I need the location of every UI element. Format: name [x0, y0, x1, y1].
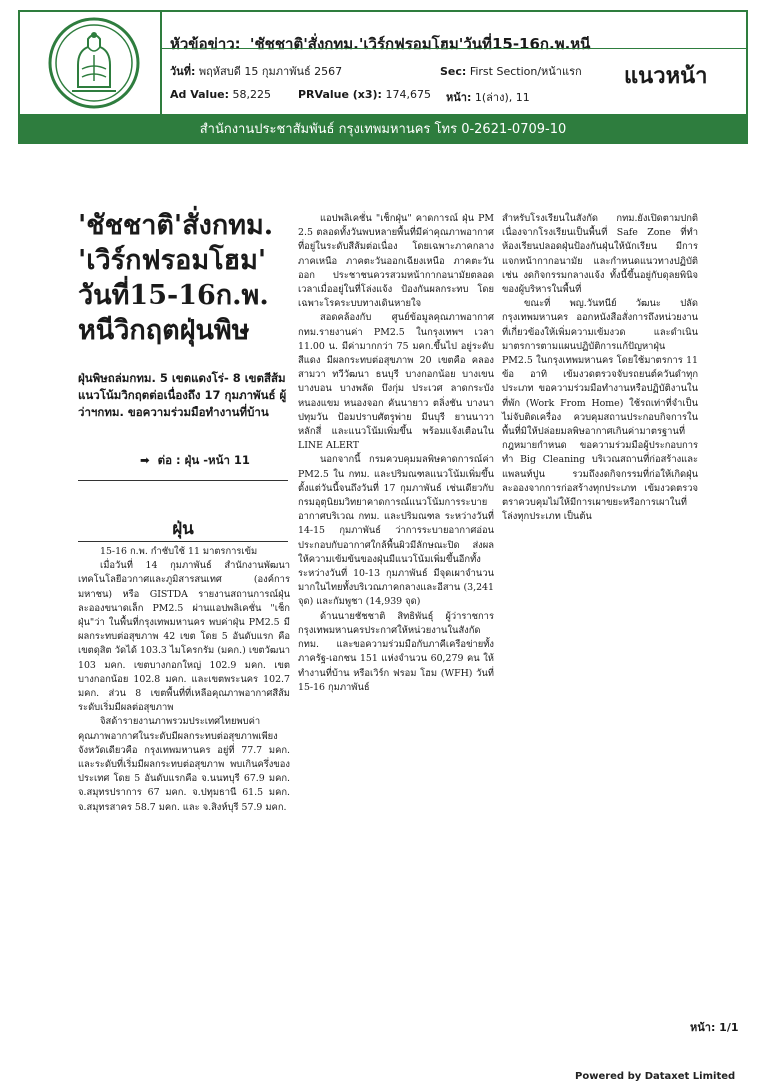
headline-line: วันที่15-16ก.พ.	[78, 280, 269, 311]
ad-value-label: Ad Value:	[170, 88, 230, 101]
news-title-row	[170, 32, 610, 56]
news-title-label: หัวข้อข่าว:	[170, 35, 241, 53]
agency-bar: สำนักงานประชาสัมพันธ์ กรุงเทพมหานคร โทร 0-2621-0709-10	[18, 116, 748, 144]
date-label: วันที่:	[170, 65, 196, 78]
news-title: 'ชัชชาติ'สั่งกทม.'เวิร์กฟรอมโฮม'วันที่15-16ก.พ.หนี	[249, 35, 591, 53]
headline-line: หนีวิกฤตฝุ่นพิษ	[78, 315, 250, 346]
page-value: 1(ล่าง), 11	[474, 91, 530, 104]
page-label: หน้า:	[446, 91, 472, 104]
newspaper-name: แนวหน้า	[624, 64, 708, 89]
section-value: First Section/หน้าแรก	[469, 65, 582, 78]
article-column-2	[298, 212, 494, 695]
subheadline: ฝุ่นพิษถล่มกทม. 5 เขตแดงโร่- 8 เขตสีส้ม แนวโน้มวิกฤตต่อเนื่องถึง 17 กุมภาพันธ์ ผู้ว่าฯกทม. ขอความร่วมมือทำงานที่บ้าน	[78, 371, 287, 419]
article-column-1	[78, 545, 290, 815]
paragraph: 15-16 ก.พ. กำชับใช้ 11 มาตรการเข้ม	[100, 546, 258, 557]
paragraph: แอปพลิเคชั่น "เช็กฝุ่น" คาดการณ์ ฝุ่น PM 2.5 ตลอดทั้งวันพบหลายพื้นที่มีค่าคุณภาพอากาศที่อยู่ในระดับสีส้มต่อเนื่อง โดยเฉพาะภาคกลาง ภาคเหนือ ภาคตะวันออกเฉียงเหนือ ภาคตะวันออก ประชาชนควรสวมหน้ากากอนามัยตลอดเวลาเมื่ออยู่ในที่โล่งแจ้ง ป้องกันผลกระทบ โดยเฉพาะโรคระบบทางเดินหายใจ	[298, 213, 494, 310]
pr-value: 174,675	[385, 88, 431, 101]
article-column-3	[502, 212, 698, 524]
ad-value-row	[170, 88, 271, 101]
date-value: พฤหัสบดี 15 กุมภาพันธ์ 2567	[198, 65, 343, 78]
pr-value-row	[298, 88, 431, 101]
paragraph: ขณะที่ พญ.วันทนีย์ วัฒนะ ปลัดกรุงเทพมหานคร ออกหนังสือสั่งการถึงหน่วยงานที่เกี่ยวข้องให้เพิ่มความเข้มงวด และดำเนินมาตรการตามแผนปฏิบัติการแก้ปัญหาฝุ่น PM2.5 ในกรุงเทพมหานคร โดยใช้มาตรการ 11 ข้อ อาทิ เข้มงวดตรวจจับรถยนต์ควันดำทุกประเภท ขอความร่วมมือทำงานหรือปฏิบัติงานในที่พัก (Work From Home) ใช้รถเท่าที่จำเป็น ไม่จับติดเครื่อง ควบคุมสถานประกอบกิจการในพื้นที่มิให้ปล่อยมลพิษอากาศเกินค่ามาตรฐานที่กฎหมายกำหนด ขอความร่วมมือผู้ประกอบการ ทำ Big Cleaning บริเวณสถานที่ก่อสร้างและแพลนท์ปูน รวมถึงงดกิจกรรมที่ก่อให้เกิดฝุ่นละอองจากการก่อสร้างทุกประเภท เข้มงวดตรวจตราควบคุมไม่ให้มีการเผาขยะหรือการเผาในที่โล่งทุกประเภท เป็นต้น	[502, 298, 698, 523]
page-count: หน้า: 1/1	[690, 1021, 739, 1034]
paragraph: จิสด้ารายงานภาพรวมประเทศไทยพบค่าคุณภาพอากาศในระดับมีผลกระทบต่อสุขภาพเพียงจังหวัดเดียวคือ กรุงเทพมหานคร อยู่ที่ 77.7 มคก. และระดับที่เริ่มมีผลกระทบต่อสุขภาพ พบเกินครึ่งของประเทศ โดย 5 อันดับแรกคือ จ.นนทบุรี 67.9 มคก. จ.สมุทรปราการ 67 มคก. จ.ปทุมธานี 61.5 มคก. จ.สมุทรสาคร 58.7 มคก. และ จ.สิงห์บุรี 57.9 มคก.	[78, 716, 290, 813]
divider-bottom	[78, 541, 288, 542]
paragraph: เมื่อวันที่ 14 กุมภาพันธ์ สำนักงานพัฒนาเทคโนโลยีอวกาศและภูมิสารสนเทศ (องค์การมหาชน) หรือ GISTDA รายงานสถานการณ์ฝุ่นละอองขนาดเล็ก PM2.5 ผ่านแอปพลิเคชั่น "เช็กฝุ่น"ว่า ในพื้นที่กรุงเทพมหานคร พบค่าฝุ่น PM2.5 มีผลกระทบต่อสุขภาพ 42 เขต โดย 5 อันดับแรก คือ เขตดุสิต วัดได้ 103.3 ไมโครกรัม (มคก.) เขตวัฒนา 103 มคก. เขตบางกอกใหญ่ 102.9 มคก. เขตบางกอกน้อย 102.8 มคก. และเขตพระนคร 102.7 มคก. ส่วน 8 เขตพื้นที่ที่เหลือคุณภาพอากาศสีส้ม ระดับเริ่มมีผลต่อสุขภาพ	[78, 560, 290, 714]
paragraph: สำหรับโรงเรียนในสังกัด กทม.ยังเปิดตามปกติ เนื่องจากโรงเรียนเป็นพื้นที่ Safe Zone ที่ทำห้องเรียนปลอดฝุ่นป้องกันฝุ่นให้นักเรียน มีการแจกหน้ากากอนามัย และกำหนดแนวทางปฏิบัติ เช่น งดกิจกรรมกลางแจ้ง ทั้งนี้ขึ้นอยู่กับดุลยพินิจของผู้บริหารในพื้นที่	[502, 213, 698, 296]
continued-text: ต่อ : ฝุ่น -หน้า 11	[157, 453, 250, 467]
paragraph: ด้านนายชัชชาติ สิทธิพันธุ์ ผู้ว่าราชการกรุงเทพมหานครประกาศให้หน่วยงานในสังกัด กทม. และขอความร่วมมือกับภาคีเครือข่ายทั้งภาครัฐ-เอกชน 151 แห่งจำนวน 60,279 คน ให้ทำงานที่บ้าน หรือเวิร์ก ฟรอม โฮม (WFH) วันที่ 15-16 กุมภาพันธ์	[298, 610, 494, 693]
headline-line: 'เวิร์กฟรอมโฮม'	[78, 245, 267, 276]
header-divider	[160, 48, 748, 49]
divider-top	[78, 480, 288, 481]
arrow-right-icon: ➡	[140, 453, 150, 467]
ad-value: 58,225	[232, 88, 272, 101]
continued-reference	[140, 452, 250, 470]
date-row	[170, 62, 342, 80]
powered-by: Powered by Dataxet Limited	[575, 1071, 736, 1082]
section-label: Sec:	[440, 65, 467, 78]
headline	[78, 208, 288, 348]
page-row	[446, 88, 530, 106]
bma-seal-logo	[48, 17, 140, 109]
headline-line: 'ชัชชาติ'สั่งกทม.	[78, 210, 274, 241]
section-row	[440, 62, 582, 80]
continuation-kicker: ฝุ่น	[172, 519, 194, 539]
paragraph: นอกจากนี้ กรมควบคุมมลพิษคาดการณ์ค่า PM2.5 ใน กทม. และปริมณฑลแนวโน้มเพิ่มขึ้นตั้งแต่วันนี้จนถึงวันที่ 17 กุมภาพันธ์ เช่นเดียวกับ กรมอุตุนิยมวิทยาคาดการณ์แนวโน้มการระบายอากาศบริเวณ กทม. และปริมณฑล ระหว่างวันที่ 14-15 กุมภาพันธ์ ว่าการระบายอากาศอ่อน ประกอบกับอากาศใกล้พื้นผิวมีลักษณะปิด ส่งผลให้ความเข้มข้นของฝุ่นมีแนวโน้มเพิ่มขึ้นอีกทั้ง ระหว่างวันที่ 10-13 กุมภาพันธ์ มีจุดเผาจำนวนมากในไทยทั้งบริเวณภาคกลางและอีสาน (3,241 จุด) และกัมพูชา (14,939 จุด)	[298, 454, 494, 608]
pr-value-label: PRValue (x3):	[298, 88, 382, 101]
paragraph: สอดคล้องกับ ศูนย์ข้อมูลคุณภาพอากาศ กทม.รายงานค่า PM2.5 ในกรุงเทพฯ เวลา 11.00 น. มีค่ามากกว่า 75 มคก.ขึ้นไป อยู่ระดับสีแดง มีผลกระทบต่อสุขภาพ 20 เขตคือ คลองสามวา ทวีวัฒนา ธนบุรี บางกอกน้อย บางเขน บางบอน บางพลัด บึงกุ่ม ประเวศ ลาดกระบัง หนองแขม หนองจอก คันนายาว ตลิ่งชัน บางนา ปทุมวัน ป้อมปราบศัตรูพ่าย มีนบุรี ยานนาวา หลักสี่ และแนวโน้มเพิ่มขึ้น พร้อมแจ้งเตือนใน LINE ALERT	[298, 312, 494, 452]
